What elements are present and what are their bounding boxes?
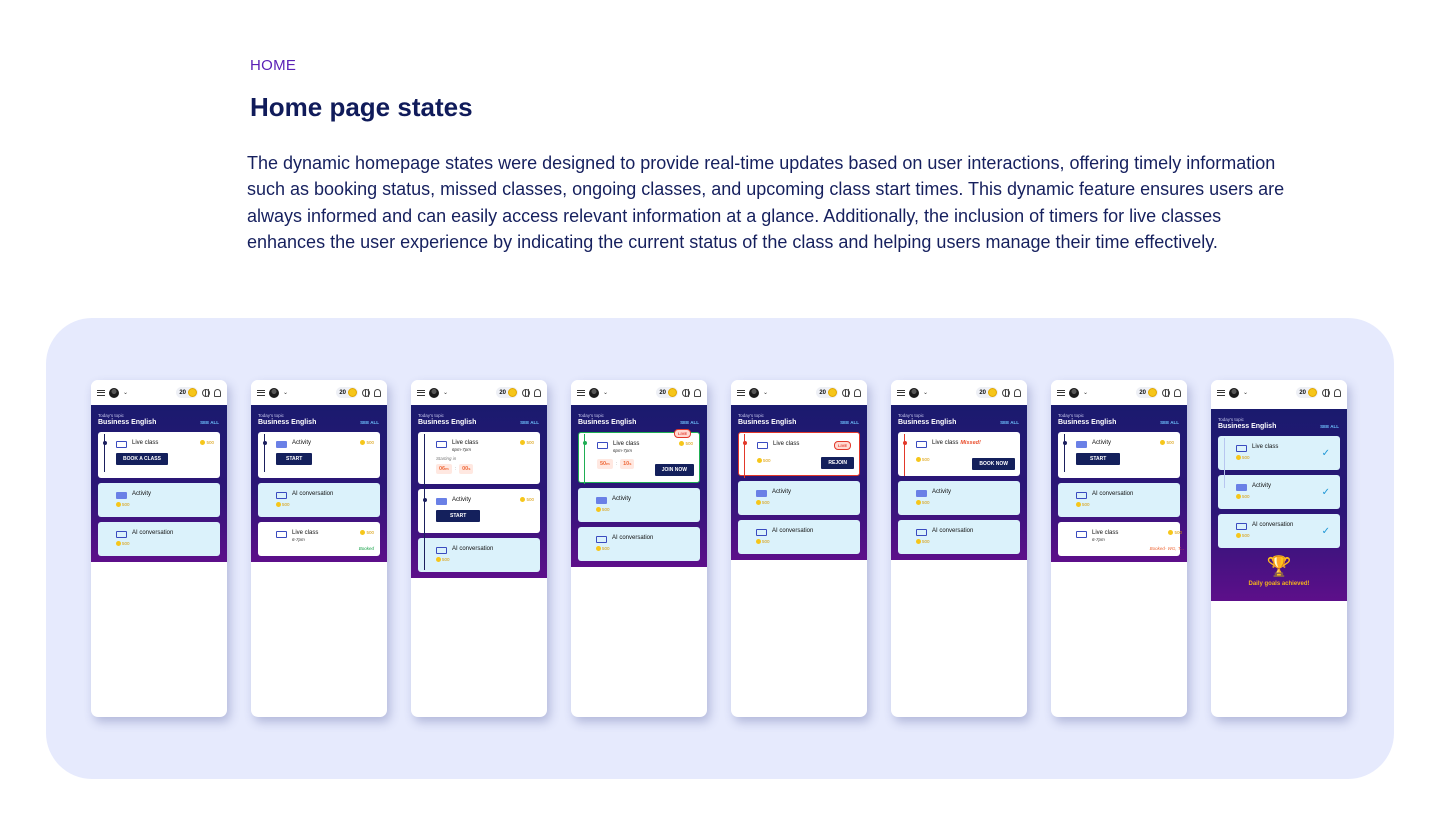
bell-icon[interactable] [534,389,541,397]
chevron-down-icon[interactable]: ⌄ [443,390,449,396]
avatar[interactable] [749,388,759,398]
coins-counter: 20 [816,387,838,398]
check-icon: ✓ [1321,487,1330,498]
menu-icon[interactable] [1057,390,1065,396]
missed-status: Missed! [960,440,981,446]
ai-conversation-card[interactable]: AI conversation 500 [258,483,380,517]
ai-conversation-card[interactable]: AI conversation 500 [898,520,1020,554]
globe-icon[interactable] [1162,389,1170,397]
topic-panel: Today's topic Business English SEE ALL Live class 500 BOOK A CLASS Activity 500 AI conversation 500 [91,405,227,562]
see-all-link[interactable]: SEE ALL [1000,420,1019,425]
gamepad-icon [916,490,927,497]
gamepad-icon [116,492,127,499]
coin-icon [508,388,517,397]
page-description: The dynamic homepage states were designed to provide real-time updates based on user interactions, offering timely information such as booking status, missed classes, ongoing classes, and upcoming class start times. This dynamic feature ensures users are always informed and can easily access relevant information at a glance. Additionally, the inclusion of timers for live classes enhances the user experience by indicating the current status of the class and helping users manage their time effectively. [247,153,1285,252]
laptop-icon [597,442,608,449]
bell-icon[interactable] [1334,389,1341,397]
topic-panel: Today's topic Business English SEE ALL Live class 500 ✓ Activity 500 ✓ AI conversation 500 ✓ 🏆 Daily goals achieved! [1211,409,1347,601]
menu-icon[interactable] [417,390,425,396]
coin-icon [188,388,197,397]
menu-icon[interactable] [257,390,265,396]
top-bar [1051,380,1187,405]
page-title: Home page states [250,92,473,122]
see-all-link[interactable]: SEE ALL [1160,420,1179,425]
screens-showcase [46,318,1394,779]
topic-panel: Today's topic Business English SEE ALL LIVE Live class 6pm-7pm 500 50m : 10s JOIN NOW Activity 500 AI conversation 500 [571,405,707,567]
chat-icon [436,547,447,554]
start-button[interactable]: START [1076,453,1120,465]
laptop-icon [436,441,447,448]
coins-counter: 20 [1296,387,1318,398]
coins-counter: 20 [976,387,998,398]
book-now-button[interactable]: BOOK NOW [972,458,1015,470]
activity-card[interactable]: Activity 500 [738,481,860,515]
see-all-link[interactable]: SEE ALL [1320,424,1339,429]
join-now-button[interactable]: JOIN NOW [655,464,694,476]
phone-screen-goals-achieved [1211,380,1347,717]
live-class-card[interactable]: Live class 500 6-7pm Booked [258,522,380,556]
topic-title: Business English [98,419,157,426]
top-bar [251,380,387,405]
chevron-down-icon[interactable]: ⌄ [123,390,129,396]
start-button[interactable]: START [436,510,480,522]
gamepad-icon [1076,441,1087,448]
ai-conversation-card[interactable]: AI conversation 500 [98,522,220,556]
topic-panel: Today's topic Business English SEE ALL Activity 500 START AI conversation 500 Live class 500 6-7pm Booked [251,405,387,562]
activity-card[interactable]: Activity 500 [898,481,1020,515]
chat-icon [916,529,927,536]
top-bar [411,380,547,405]
laptop-icon [1076,531,1087,538]
live-class-card[interactable]: Live class LIVE 500 REJOIN [738,432,860,476]
coins-counter: 20 [656,387,678,398]
globe-icon[interactable] [522,389,530,397]
top-bar [731,380,867,405]
section-eyebrow: HOME [250,57,297,74]
live-class-card[interactable]: Live class 6pm-7pm 500 Starting in 06m : 00s [418,432,540,484]
live-class-card[interactable]: LIVE Live class 6pm-7pm 500 50m : 10s JOIN NOW [578,432,700,483]
chat-icon [116,531,127,538]
see-all-link[interactable]: SEE ALL [840,420,859,425]
avatar[interactable] [109,388,119,398]
chat-icon [1076,492,1087,499]
chevron-down-icon[interactable]: ⌄ [603,390,609,396]
live-badge: LIVE [674,429,691,438]
bell-icon[interactable] [374,389,381,397]
ai-conversation-card[interactable]: AI conversation 500 ✓ [1218,514,1340,548]
globe-icon[interactable] [1322,389,1330,397]
booked-status: Booked- WG, T... [1149,546,1184,551]
chat-icon [276,492,287,499]
gamepad-icon [596,497,607,504]
coin-icon [1308,388,1317,397]
chevron-down-icon[interactable]: ⌄ [763,390,769,396]
phone-screen-rejoin [731,380,867,717]
see-all-link[interactable]: SEE ALL [200,420,219,425]
ai-conversation-card[interactable]: AI conversation 500 [418,538,540,572]
chevron-down-icon[interactable]: ⌄ [1083,390,1089,396]
chat-icon [596,536,607,543]
chevron-down-icon[interactable]: ⌄ [923,390,929,396]
live-class-card[interactable]: Live class 500 6-7pm Booked- WG, T... [1058,522,1180,556]
goals-achieved: 🏆 Daily goals achieved! [1218,556,1340,595]
laptop-icon [116,441,127,448]
top-bar [1211,380,1347,405]
top-bar [891,380,1027,405]
coin-icon [668,388,677,397]
bell-icon[interactable] [214,389,221,397]
avatar[interactable] [909,388,919,398]
coins-counter: 20 [496,387,518,398]
chevron-down-icon[interactable]: ⌄ [283,390,289,396]
start-button[interactable]: START [276,453,312,465]
ai-conversation-card[interactable]: AI conversation 500 [738,520,860,554]
activity-card[interactable]: Activity 500 [98,483,220,517]
menu-icon[interactable] [737,390,745,396]
menu-icon[interactable] [1217,390,1225,396]
live-class-card[interactable]: Live class Missed! 500 BOOK NOW [898,432,1020,476]
check-icon: ✓ [1321,448,1330,459]
activity-card[interactable]: Activity 500 START [258,432,380,478]
book-class-button[interactable]: BOOK A CLASS [116,453,168,465]
top-bar [571,380,707,405]
coin-icon [348,388,357,397]
coins-counter: 20 [176,387,198,398]
globe-icon[interactable] [362,389,370,397]
activity-card[interactable]: Activity 500 ✓ [1218,475,1340,509]
globe-icon[interactable] [682,389,690,397]
gamepad-icon [436,498,447,505]
topic-panel: Today's topic Business English SEE ALL Live class LIVE 500 REJOIN Activity 500 AI conversation 500 [731,405,867,560]
topic-panel: Today's topic Business English SEE ALL Live class 6pm-7pm 500 Starting in 06m : 00s Activity 500 START AI conversation 500 [411,405,547,578]
gamepad-icon [1236,484,1247,491]
globe-icon[interactable] [1002,389,1010,397]
activity-card[interactable]: Activity 500 START [1058,432,1180,478]
top-bar [91,380,227,405]
menu-icon[interactable] [577,390,585,396]
bell-icon[interactable] [694,389,701,397]
live-class-card[interactable]: Live class 500 ✓ [1218,436,1340,470]
check-icon: ✓ [1321,526,1330,537]
coins-counter: 20 [1136,387,1158,398]
menu-icon[interactable] [97,390,105,396]
coin-icon [828,388,837,397]
laptop-icon [276,531,287,538]
ai-conversation-card[interactable]: AI conversation 500 [578,527,700,561]
bell-icon[interactable] [1014,389,1021,397]
laptop-icon [1236,445,1247,452]
countdown-timer: 06m : 00s [436,464,535,474]
coin-icon [988,388,997,397]
chevron-down-icon[interactable]: ⌄ [1243,390,1249,396]
bell-icon[interactable] [854,389,861,397]
see-all-link[interactable]: SEE ALL [360,420,379,425]
avatar[interactable] [269,388,279,398]
live-timer: 50m : 10s [597,459,694,469]
coin-icon [1148,388,1157,397]
topic-panel: Today's topic Business English SEE ALL Activity 500 START AI conversation 500 Live class 500 6-7pm Booked- WG, T... [1051,405,1187,562]
trophy-icon: 🏆 [1266,556,1292,578]
rejoin-button[interactable]: REJOIN [821,457,854,469]
activity-card[interactable]: Activity 500 START [418,489,540,533]
laptop-icon [757,442,768,449]
activity-card[interactable]: Activity 500 [578,488,700,522]
coins-counter: 20 [336,387,358,398]
see-all-link[interactable]: SEE ALL [680,420,699,425]
bell-icon[interactable] [1174,389,1181,397]
menu-icon[interactable] [897,390,905,396]
live-badge: LIVE [834,441,851,450]
topic-panel: Today's topic Business English SEE ALL Live class Missed! 500 BOOK NOW Activity 500 AI conversation 500 [891,405,1027,560]
avatar[interactable] [429,388,439,398]
phone-screen-no-booking [91,380,227,717]
laptop-icon [916,441,927,448]
gamepad-icon [276,441,287,448]
phone-screen-booked-later [1051,380,1187,717]
avatar[interactable] [1229,388,1239,398]
gamepad-icon [756,490,767,497]
phone-screen-booked [251,380,387,717]
booked-status: Booked [358,546,374,551]
avatar[interactable] [589,388,599,398]
phone-screen-upcoming [411,380,547,717]
phone-screen-live [571,380,707,717]
phone-screen-missed [891,380,1027,717]
chat-icon [756,529,767,536]
chat-icon [1236,523,1247,530]
globe-icon[interactable] [842,389,850,397]
see-all-link[interactable]: SEE ALL [520,420,539,425]
ai-conversation-card[interactable]: AI conversation 500 [1058,483,1180,517]
live-class-card[interactable]: Live class 500 BOOK A CLASS [98,432,220,478]
globe-icon[interactable] [202,389,210,397]
avatar[interactable] [1069,388,1079,398]
